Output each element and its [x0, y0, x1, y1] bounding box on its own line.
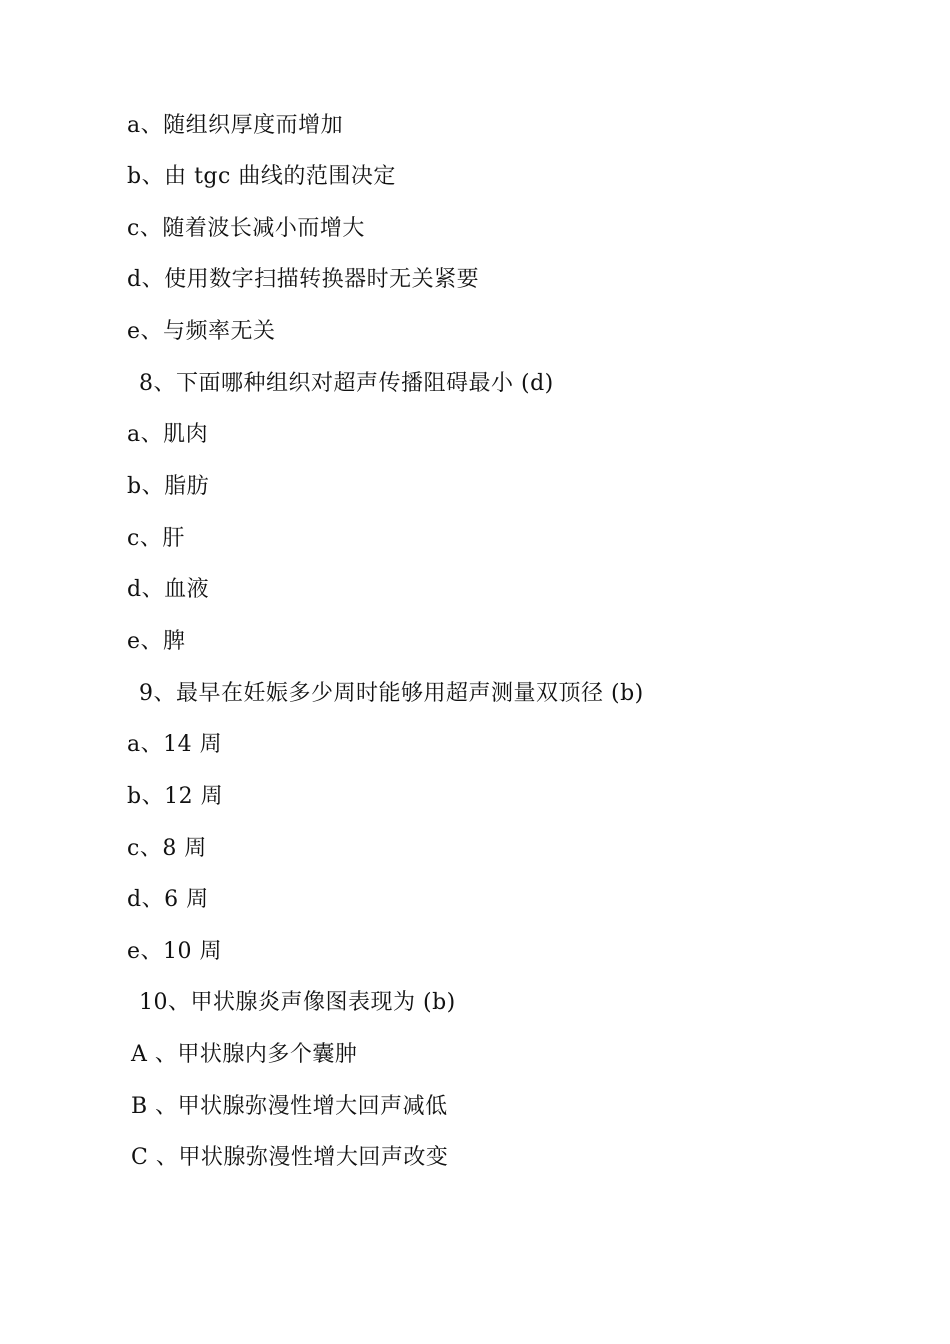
question-10: 10、甲状腺炎声像图表现为 (b): [139, 990, 456, 1015]
option-e-q7: e、与频率无关: [127, 319, 276, 344]
option-b-q8: b、脂肪: [127, 474, 210, 499]
option-a-q8: a、肌肉: [127, 422, 209, 447]
option-c-q9: c、8 周: [127, 836, 207, 861]
option-b-q9: b、12 周: [127, 784, 224, 809]
option-e-q9: e、10 周: [127, 939, 223, 964]
option-b-q10: B 、甲状腺弥漫性增大回声减低: [131, 1094, 448, 1119]
option-c-q7: c、随着波长减小而增大: [127, 216, 365, 241]
option-b-q7: b、由 tgc 曲线的范围决定: [127, 164, 396, 189]
option-a-q9: a、14 周: [127, 732, 223, 757]
option-d-q8: d、血液: [127, 577, 210, 602]
question-8: 8、下面哪种组织对超声传播阻碍最小 (d): [139, 371, 554, 396]
option-d-q9: d、6 周: [127, 887, 209, 912]
option-d-q7: d、使用数字扫描转换器时无关紧要: [127, 267, 480, 292]
option-a-q10: A 、甲状腺内多个囊肿: [131, 1042, 358, 1067]
question-9: 9、最早在妊娠多少周时能够用超声测量双顶径 (b): [139, 681, 644, 706]
option-a-q7: a、随组织厚度而增加: [127, 113, 344, 138]
option-c-q8: c、肝: [127, 526, 185, 551]
option-e-q8: e、脾: [127, 629, 186, 654]
option-c-q10: C 、甲状腺弥漫性增大回声改变: [131, 1145, 449, 1170]
